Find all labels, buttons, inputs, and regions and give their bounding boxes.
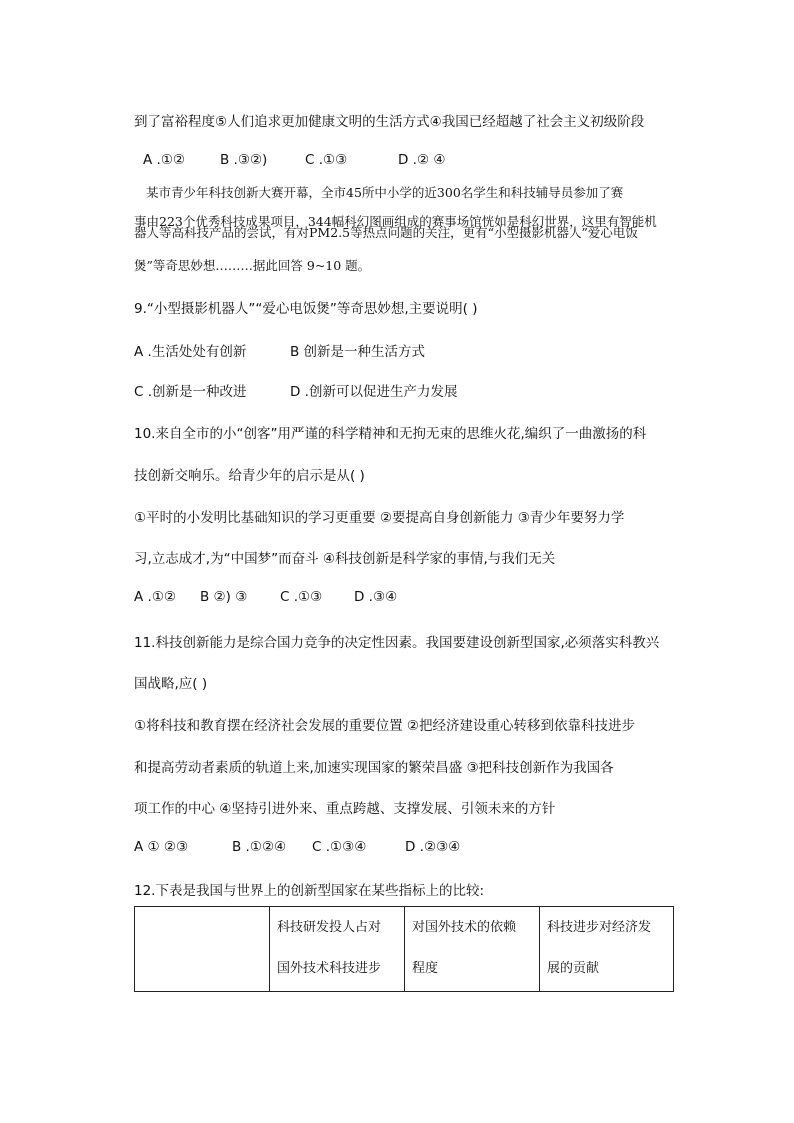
comparison-table bbox=[134, 906, 674, 992]
question-10-line-3: ①平时的小发明比基础知识的学习更重要 ②要提高自身创新能力 ③青少年要努力学 bbox=[134, 510, 625, 526]
table-header-dependence bbox=[405, 907, 540, 992]
q11-option-b: B .①②④ bbox=[232, 839, 287, 855]
option-d: D .② ④ bbox=[398, 152, 446, 168]
header-2-line-2: 程度 bbox=[412, 961, 439, 976]
header-1-line-1: 科技研发投人占对 bbox=[277, 920, 382, 935]
q10-option-c: C .①③ bbox=[280, 589, 323, 605]
option-b: B .③②) bbox=[220, 152, 268, 168]
q11-option-d: D .②③④ bbox=[405, 839, 461, 855]
option-a: A .①② bbox=[143, 152, 186, 168]
q10-option-a: A .①② bbox=[134, 589, 177, 605]
passage-line-2: 事由223个优秀科技成果项目，344幅科幻图画组成的赛事场馆恍如是科幻世界，这里有智能机 bbox=[134, 214, 657, 229]
question-9: 9.“小型摄影机器人”“爱心电饭煲”等奇思妙想,主要说明( ) bbox=[134, 301, 478, 317]
passage-line-3: 器人等高科技产品的尝试，有对PM2.5等热点问题的关注，更有“小型摄影机器人”爱心电饭 bbox=[134, 225, 638, 240]
table-header-row bbox=[135, 907, 674, 992]
passage-line-4: 煲”等奇思妙想………据此回答 9~10 题。 bbox=[134, 258, 371, 273]
question-10-line-1: 10.来自全市的小“创客”用严谨的科学精神和无拘无束的思维火花,编织了一曲激扬的科 bbox=[134, 426, 647, 442]
passage-line-1: 某市青少年科技创新大赛开幕，全市45所中小学的近300名学生和科技辅导员参加了赛 bbox=[146, 185, 624, 200]
header-3-line-1: 科技进步对经济发 bbox=[547, 920, 652, 935]
q11-option-a: A ① ②③ bbox=[134, 839, 189, 855]
q9-option-d: D .创新可以促进生产力发展 bbox=[290, 384, 458, 400]
table-header-rd-investment bbox=[270, 907, 405, 992]
q9-option-a: A .生活处处有创新 bbox=[134, 344, 247, 360]
table-cell-empty bbox=[135, 907, 270, 992]
question-10-line-4: 习,立志成才,为“中国梦”而奋斗 ④科技创新是科学家的事情,与我们无关 bbox=[134, 551, 556, 567]
q10-option-b: B ②) ③ bbox=[200, 589, 248, 605]
question-11-line-1: 11.科技创新能力是综合国力竞争的决定性因素。我国要建设创新型国家,必须落实科教兴 bbox=[134, 635, 660, 651]
line-1: 到了富裕程度⑤人们追求更加健康文明的生活方式④我国已经超越了社会主义初级阶段 bbox=[134, 114, 645, 130]
table-header-contribution bbox=[540, 907, 674, 992]
question-11-line-2: 国战略,应( ) bbox=[134, 676, 208, 692]
question-11-line-4: 和提高劳动者素质的轨道上来,加速实现国家的繁荣昌盛 ③把科技创新作为我国各 bbox=[134, 760, 614, 776]
q10-option-d: D .③④ bbox=[354, 589, 398, 605]
q9-option-c: C .创新是一种改进 bbox=[134, 384, 247, 400]
header-2-line-1: 对国外技术的依赖 bbox=[412, 920, 517, 935]
question-11-line-5: 项工作的中心 ④坚持引进外来、重点跨越、支撑发展、引领未来的方针 bbox=[134, 801, 556, 817]
option-c: C .①③ bbox=[305, 152, 348, 168]
header-3-line-2: 展的贡献 bbox=[547, 961, 600, 976]
question-11-line-3: ①将科技和教育摆在经济社会发展的重要位置 ②把经济建设重心转移到依靠科技进步 bbox=[134, 718, 635, 734]
q9-option-b: B 创新是一种生活方式 bbox=[290, 344, 426, 360]
question-12: 12.下表是我国与世界上的创新型国家在某些指标上的比较: bbox=[134, 883, 485, 899]
q11-option-c: C .①③④ bbox=[312, 839, 367, 855]
question-10-line-2: 技创新交响乐。给青少年的启示是从( ) bbox=[134, 468, 365, 484]
header-1-line-2: 国外技术科技进步 bbox=[277, 961, 382, 976]
